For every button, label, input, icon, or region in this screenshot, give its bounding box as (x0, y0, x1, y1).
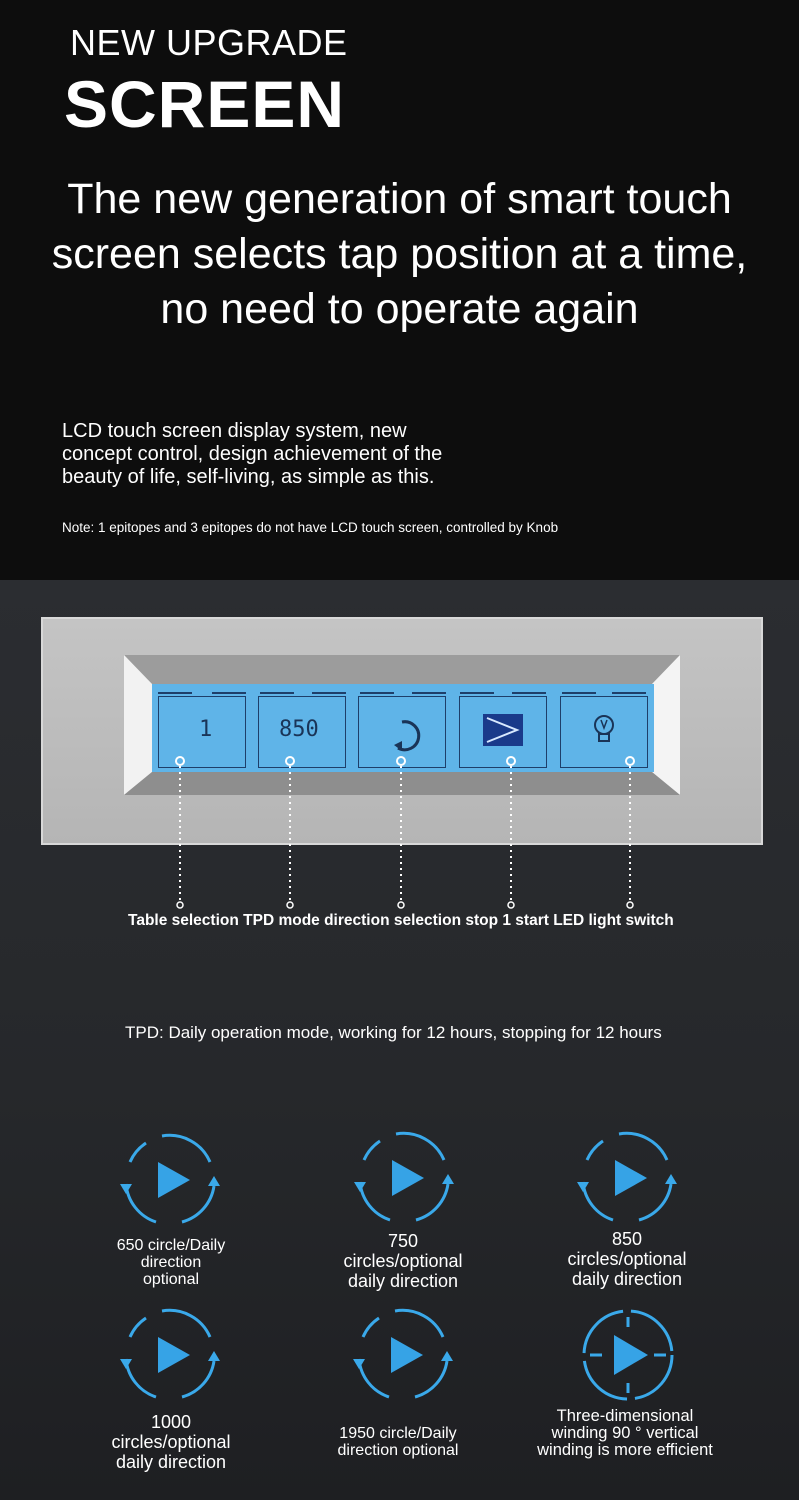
bulb-icon (560, 696, 648, 768)
tpd-value-display: 850 (279, 717, 319, 742)
mode-label-line: optional (142, 1271, 200, 1288)
note-text: Note: 1 epitopes and 3 epitopes do not have LCD touch screen, controlled by Knob (62, 520, 559, 535)
lcd-segment (260, 692, 294, 694)
lead-line: screen selects tap position at a time, (51, 230, 748, 278)
mode-label-line: Three-dimensional (556, 1407, 694, 1425)
headline: SCREEN (64, 67, 346, 141)
stop-start-button[interactable] (459, 696, 547, 768)
mode-label-line: direction optional (337, 1442, 459, 1459)
mode-label-line: 750 (387, 1231, 419, 1251)
lcd-segment (562, 692, 596, 694)
mode-label-line: daily direction (347, 1271, 459, 1291)
lcd-segment (612, 692, 646, 694)
lcd-segment (212, 692, 246, 694)
mode-label-line: 650 circle/Daily (116, 1237, 226, 1254)
lcd-segment (460, 692, 494, 694)
lcd-segment (512, 692, 546, 694)
lead-text (0, 172, 799, 337)
mode-750-label (318, 1231, 488, 1291)
mode-1950-label (313, 1425, 483, 1459)
mode-1000-label (86, 1412, 256, 1472)
mode-label-line: daily direction (571, 1269, 683, 1289)
lcd-segment (158, 692, 192, 694)
kicker-text: NEW UPGRADE (70, 22, 348, 63)
callout-label: Table selection TPD mode direction selection stop 1 start LED light switch (128, 912, 674, 929)
description-line: beauty of life, self-living, as simple as this. (62, 466, 435, 488)
mode-label-line: daily direction (115, 1452, 227, 1472)
description-line: LCD touch screen display system, new (62, 420, 407, 442)
table-select-button[interactable] (158, 696, 246, 768)
lcd-segment (360, 692, 394, 694)
mode-label-line: circles/optional (567, 1249, 687, 1269)
lcd-segment (312, 692, 346, 694)
mode-3d-label (525, 1408, 725, 1459)
mode-850-label (542, 1229, 712, 1289)
mode-label-line: circles/optional (343, 1251, 463, 1271)
mode-label-line: 1950 circle/Daily (339, 1425, 457, 1442)
direction-button[interactable] (358, 696, 446, 768)
lead-line: The new generation of smart touch (67, 175, 732, 223)
mode-label-line: 850 (611, 1229, 643, 1249)
mode-label-line: direction (140, 1254, 202, 1271)
mode-label-line: winding is more efficient (537, 1441, 713, 1459)
tpd-mode-button[interactable] (258, 696, 346, 768)
mode-label-line: circles/optional (111, 1432, 231, 1452)
tpd-note: TPD: Daily operation mode, working for 12 hours, stopping for 12 hours (125, 1023, 662, 1042)
stop-start-icon (459, 696, 547, 768)
description-line: concept control, design achievement of the (62, 443, 443, 465)
mode-label-line: winding 90 ° vertical (551, 1424, 699, 1442)
led-light-button[interactable] (560, 696, 648, 768)
mode-650-label (86, 1237, 256, 1288)
description (62, 420, 532, 489)
lead-line: no need to operate again (160, 285, 639, 333)
mode-label-line: 1000 (150, 1412, 192, 1432)
table-number-display: 1 (199, 717, 213, 742)
direction-icon (358, 696, 446, 768)
lcd-segment (412, 692, 446, 694)
